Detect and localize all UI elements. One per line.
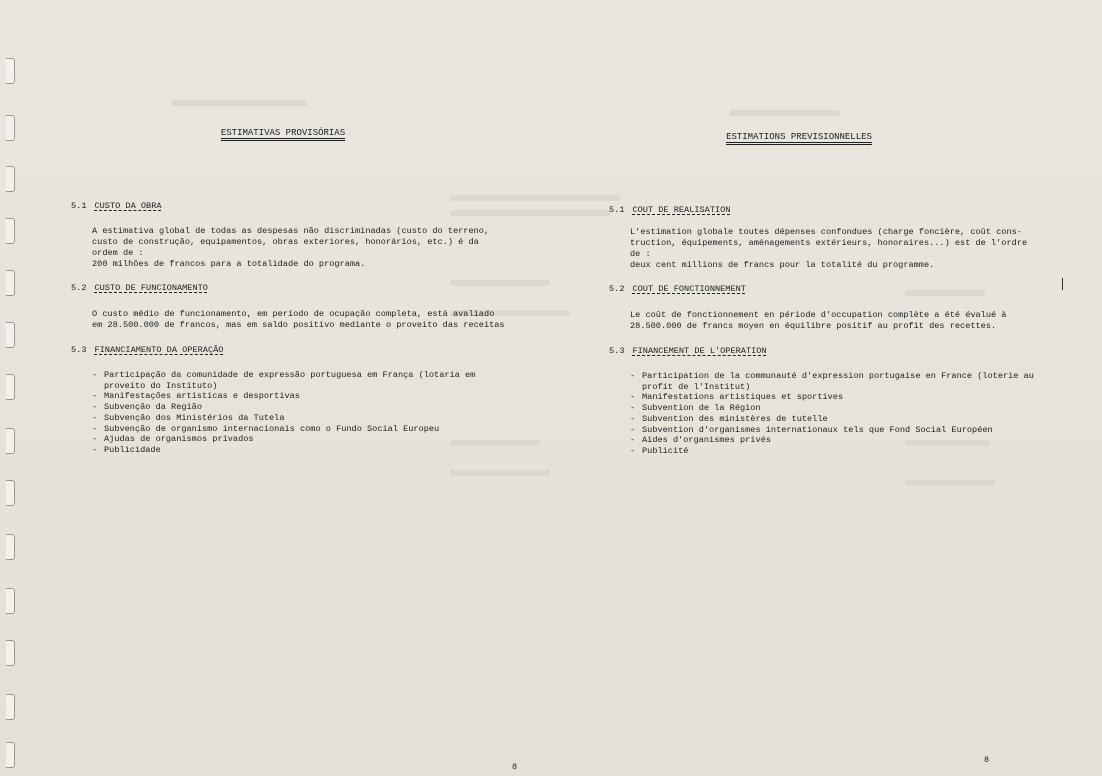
bleed-through-mark <box>905 480 995 486</box>
section-number: 5.3 <box>609 346 625 357</box>
section-label: CUSTO DA OBRA <box>94 200 162 211</box>
binding-hole <box>6 58 15 84</box>
section-5-2-text: O custo médio de funcionamento, em período de ocupação completa, está avaliado em 28.500.000 de francos, mas em saldo positivo mediante o proveito das receitas <box>92 308 505 330</box>
section-5-3-heading <box>609 346 1059 357</box>
section-5-3-heading <box>71 345 541 356</box>
french-title: ESTIMATIONS PREVISIONNELLES <box>726 132 872 142</box>
section-5-2-heading <box>71 283 541 294</box>
binding-hole <box>6 322 15 348</box>
binding-hole <box>6 742 15 768</box>
portuguese-title: ESTIMATIVAS PROVISÓRIAS <box>220 128 346 138</box>
list-item: - Participação da comunidade de expressão portuguesa em França (lotaria em proveito do Instituto) <box>92 370 476 391</box>
section-label: COUT DE REALISATION <box>632 204 731 215</box>
section-label: FINANCEMENT DE L'OPERATION <box>632 346 767 357</box>
list-item: - Manifestações artísticas e desportivas <box>92 391 300 402</box>
section-label: COUT DE FONCTIONNEMENT <box>632 284 746 295</box>
binding-hole <box>6 115 15 141</box>
list-item: - Manifestations artistiques et sportives <box>630 392 844 403</box>
binding-hole <box>6 480 15 506</box>
section-5-2-heading <box>609 284 1059 295</box>
list-item: - Subvention d'organismes internationaux tels que Fond Social Européen <box>630 424 993 435</box>
section-5-1-heading <box>609 205 1059 216</box>
portuguese-column <box>71 120 541 456</box>
bleed-through-mark <box>172 100 307 106</box>
list-item: - Subvenção de organismo internacionais como o Fundo Social Europeu <box>92 423 440 434</box>
binding-hole <box>6 534 15 560</box>
left-page-number: 8 <box>512 762 518 772</box>
section-number: 5.2 <box>71 283 87 294</box>
margin-mark <box>1062 278 1063 290</box>
binding-hole <box>6 218 15 244</box>
right-page-number: 8 <box>984 755 990 765</box>
section-5-2-text: Le coût de fonctionnement en période d'occupation complète a été évalué à 28.500.000 de francs moyen en équilibre positif au profit des recettes. <box>630 309 1007 331</box>
section-label: CUSTO DE FUNCIONAMENTO <box>94 283 208 294</box>
bleed-through-mark <box>450 470 550 476</box>
section-5-1-text: L'estimation globale toutes dépenses confondues (charge foncière, coût cons- truction, équipements, aménagements extérieurs, honoraires...) est de l'ordre de : deux cent millions de francs pour la totalité du programme. <box>630 227 1028 270</box>
list-item: - Aides d'organismes privés <box>630 435 771 446</box>
section-number: 5.2 <box>609 284 625 295</box>
section-label: FINANCIAMENTO DA OPERAÇÃO <box>94 345 224 356</box>
binding-hole <box>6 694 15 720</box>
financing-list <box>630 371 1059 457</box>
list-item: - Subvenção dos Ministérios da Tutela <box>92 412 285 423</box>
list-item: - Subvention des ministères de tutelle <box>630 413 828 424</box>
financing-list <box>92 370 541 456</box>
binding-hole <box>6 374 15 400</box>
section-5-1-heading <box>71 201 541 212</box>
list-item: - Participation de la communauté d'expression portugaise en France (loterie au profit de l'Institut) <box>630 371 1034 392</box>
section-number: 5.3 <box>71 345 87 356</box>
french-column <box>609 124 1059 457</box>
binding-hole <box>6 640 15 666</box>
bleed-through-mark <box>730 110 840 116</box>
list-item: - Subvention de la Région <box>630 403 761 414</box>
binding-hole <box>6 270 15 296</box>
section-number: 5.1 <box>609 204 625 215</box>
section-number: 5.1 <box>71 200 87 211</box>
list-item: - Ajudas de organismos privados <box>92 434 254 445</box>
list-item: - Subvenção da Região <box>92 402 202 413</box>
binding-hole <box>6 166 15 192</box>
list-item: - Publicité <box>630 445 689 456</box>
binding-hole <box>6 428 15 454</box>
binding-hole <box>6 588 15 614</box>
section-5-1-text: A estimativa global de todas as despesas não discriminadas (custo do terreno, custo de construção, equipamentos, obras exteriores, honorários, etc.) é da ordem de : 200 milhões de francos para a totalidade do programa. <box>92 226 490 269</box>
list-item: - Publicidade <box>92 444 161 455</box>
